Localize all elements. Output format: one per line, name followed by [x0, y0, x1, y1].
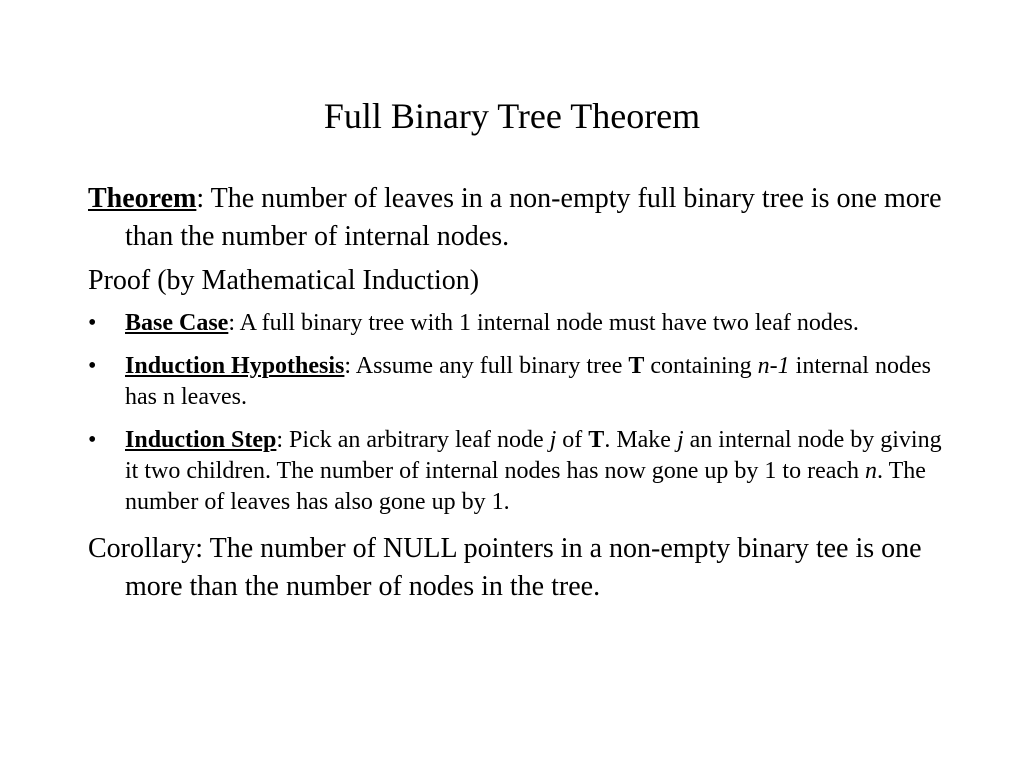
list-item-induction-hypothesis [88, 351, 948, 413]
list-item-base-case [88, 308, 948, 339]
bullet-marker: • [88, 310, 97, 336]
induction-hypothesis-text-2: containing [644, 353, 758, 379]
induction-step-text-3: . Make [604, 427, 677, 453]
induction-step-label: Induction Step [125, 427, 277, 453]
induction-hypothesis-label: Induction Hypothesis [125, 353, 345, 379]
proof-heading: Proof (by Mathematical Induction) [88, 265, 480, 296]
induction-hypothesis-text-3: internal nodes has n leaves. [125, 353, 931, 410]
n-minus-1-symbol: n-1 [757, 353, 790, 379]
theorem-paragraph [88, 180, 948, 256]
tree-symbol: T [588, 427, 605, 453]
list-item-induction-step [88, 425, 948, 518]
induction-hypothesis-text-1: : Assume any full binary tree [344, 353, 629, 379]
j-symbol: j [676, 427, 684, 453]
slide-body [88, 180, 948, 606]
corollary-paragraph: Corollary: The number of NULL pointers in a non-empty binary tee is one more than the number of nodes in the tree. [88, 533, 922, 602]
induction-step-text-2: of [556, 427, 589, 453]
bullet-marker: • [88, 353, 97, 379]
theorem-text: : The number of leaves in a non-empty full binary tree is one more than the number of internal nodes. [125, 183, 942, 252]
tree-symbol: T [628, 353, 645, 379]
proof-steps-list [88, 308, 948, 518]
slide-title: Full Binary Tree Theorem [323, 96, 701, 136]
base-case-text: : A full binary tree with 1 internal node must have two leaf nodes. [228, 310, 859, 336]
base-case-label: Base Case [125, 310, 229, 336]
j-symbol: j [549, 427, 557, 453]
induction-step-text-4: an internal node by giving it two children. The number of internal nodes has now gone up by 1 to reach [125, 427, 942, 484]
n-symbol: n [865, 458, 878, 484]
induction-step-text-5: . The number of leaves has also gone up by 1. [125, 458, 926, 515]
bullet-marker: • [88, 427, 97, 453]
induction-step-text-1: : Pick an arbitrary leaf node [276, 427, 550, 453]
theorem-label: Theorem [88, 183, 197, 214]
